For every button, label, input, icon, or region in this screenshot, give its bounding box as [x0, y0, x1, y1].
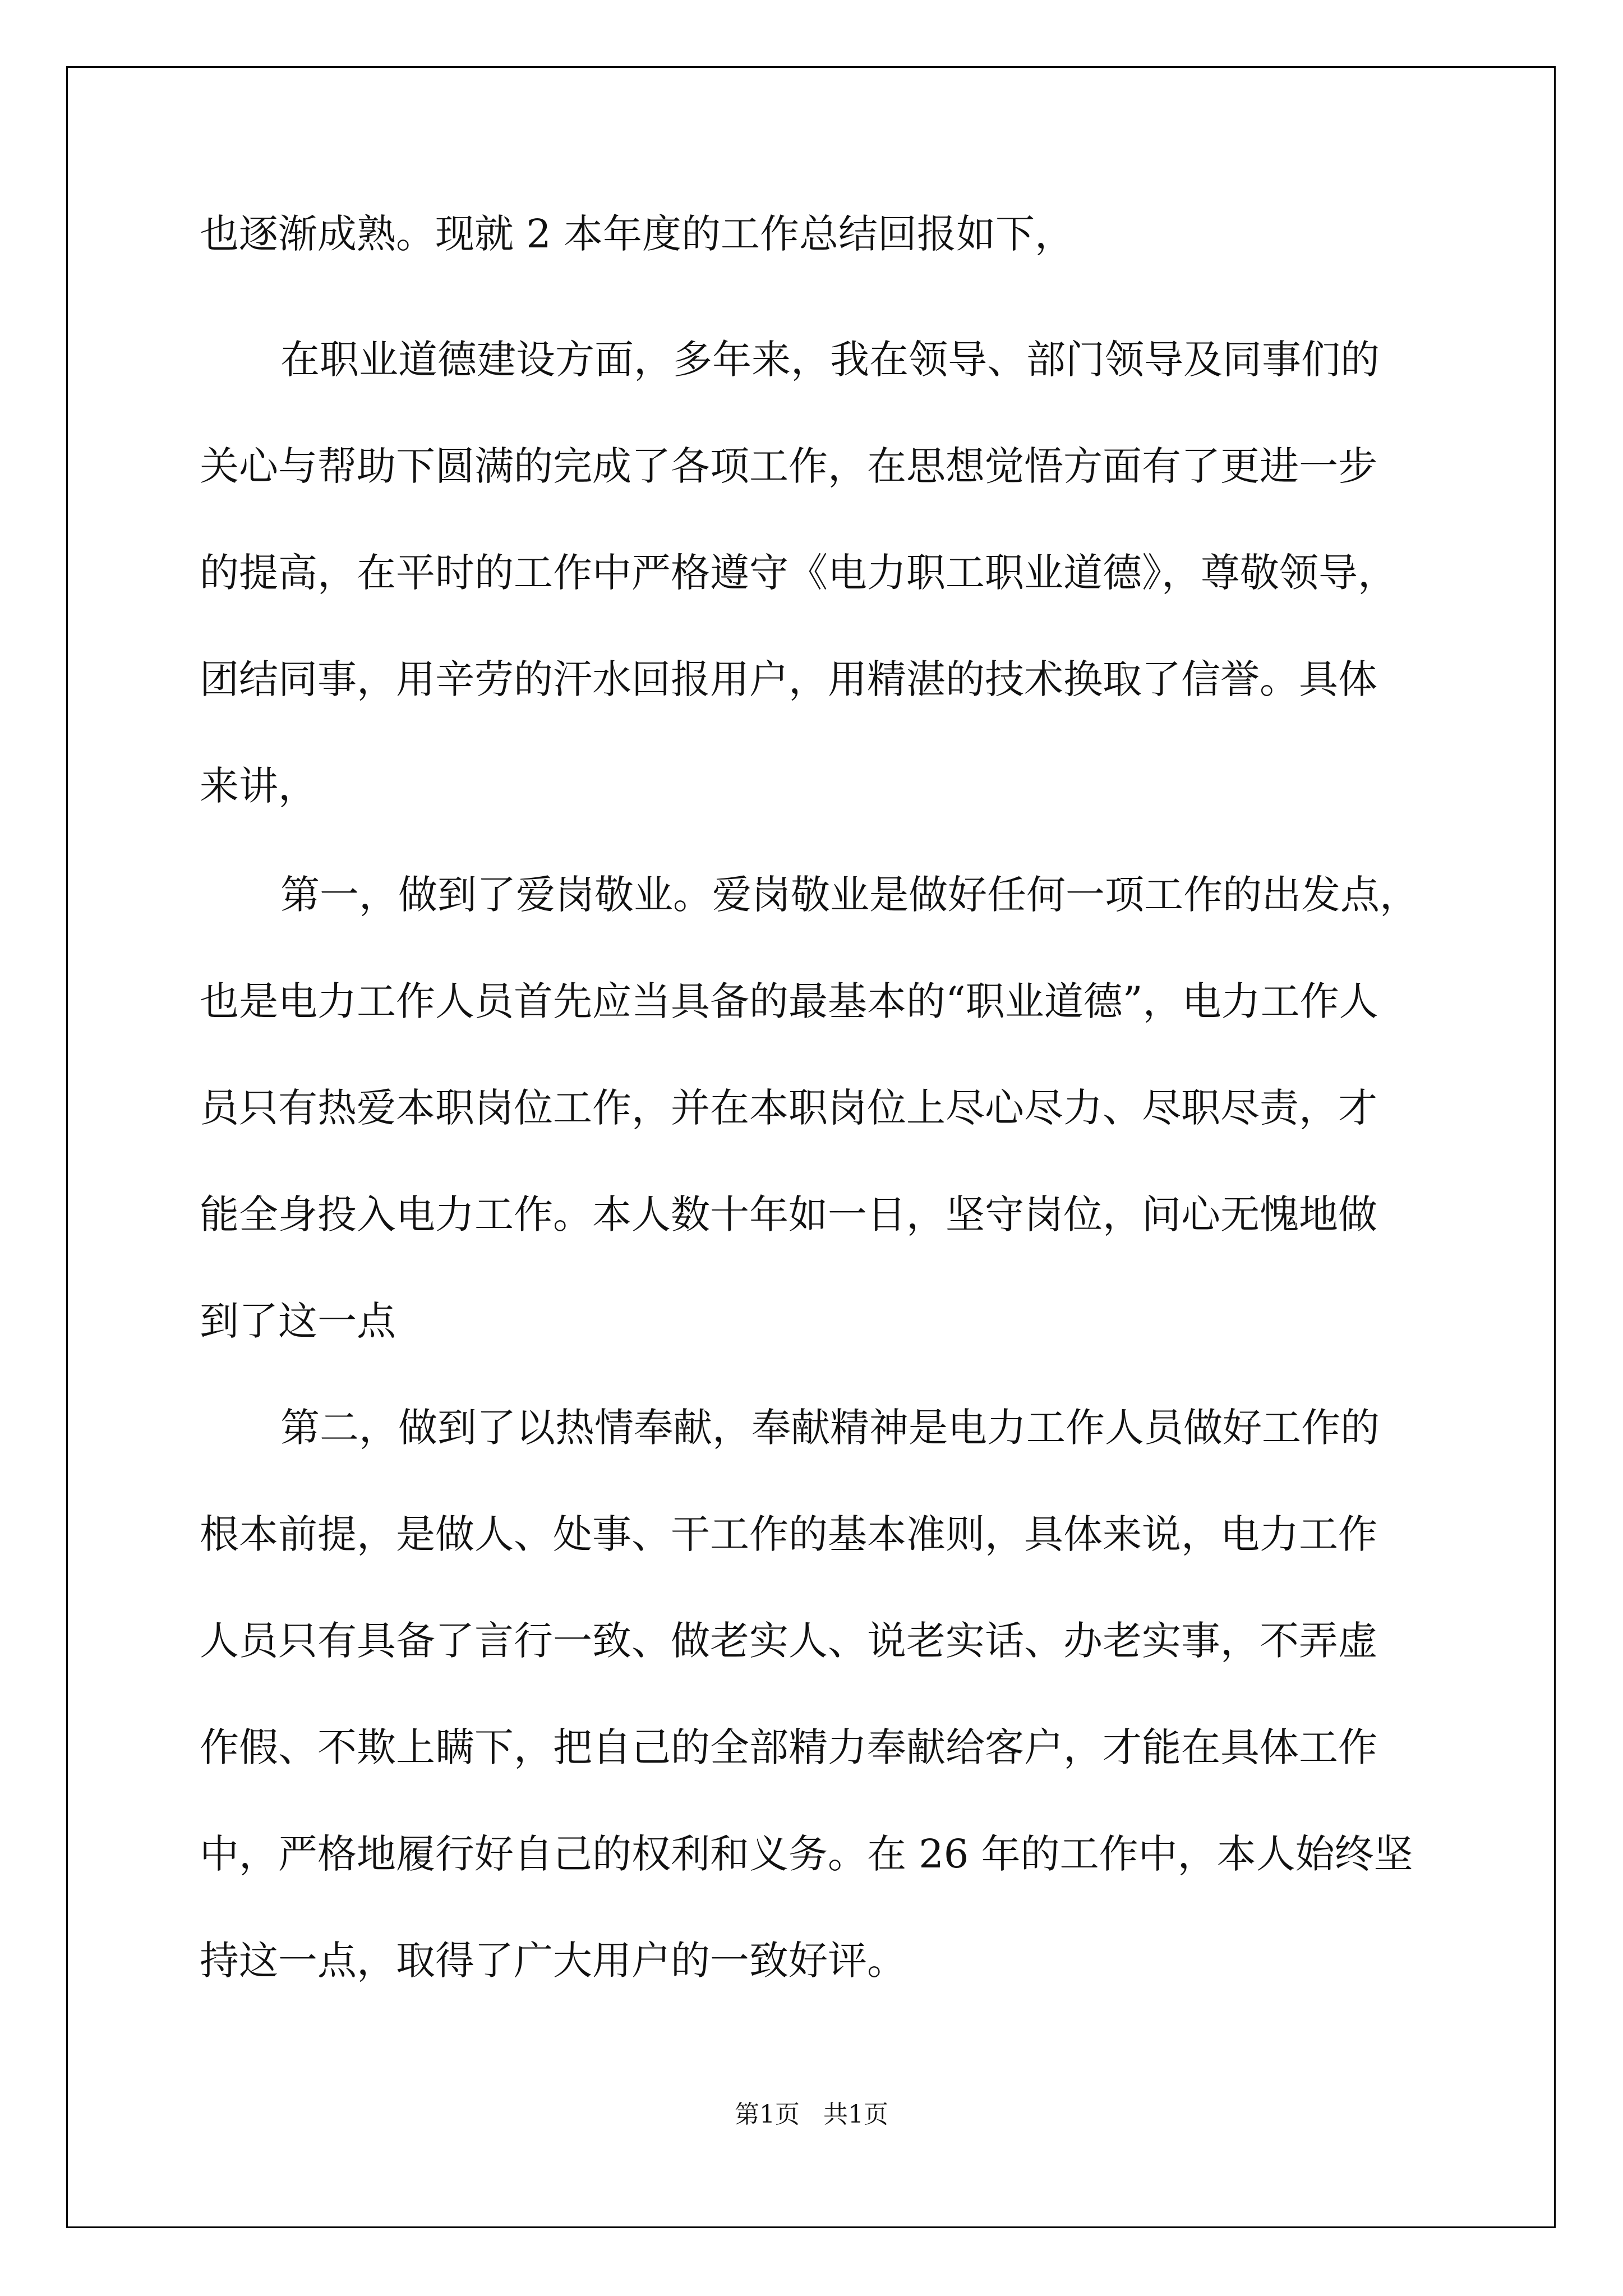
body-line-13: 根本前提，是做人、处事、干工作的基本准则，具体来说，电力工作 — [200, 1511, 1377, 1557]
page-footer: 第1页 共1页 — [735, 2100, 888, 2129]
body-line-11: 到了这一点 — [200, 1298, 396, 1344]
body-line-5: 团结同事，用辛劳的汗水回报用户，用精湛的技术换取了信誉。具体 — [200, 656, 1377, 702]
body-line-10: 能全身投入电力工作。本人数十年如一日，坚守岗位，问心无愧地做 — [200, 1191, 1377, 1237]
body-line-17: 持这一点，取得了广大用户的一致好评。 — [200, 1938, 906, 1984]
body-line-8: 也是电力工作人员首先应当具备的最基本的“职业道德”，电力工作人 — [200, 978, 1378, 1024]
body-line-16: 中，严格地履行好自己的权利和义务。在 26 年的工作中，本人始终坚 — [200, 1831, 1413, 1877]
body-line-2: 在职业道德建设方面，多年来，我在领导、部门领导及同事们的 — [280, 337, 1380, 383]
body-line-3: 关心与帮助下圆满的完成了各项工作，在思想觉悟方面有了更进一步 — [200, 443, 1377, 489]
body-line-4: 的提高，在平时的工作中严格遵守《电力职工职业道德》，尊敬领导， — [200, 550, 1397, 596]
body-line-12: 第二，做到了以热情奉献，奉献精神是电力工作人员做好工作的 — [280, 1405, 1380, 1451]
body-line-14: 人员只有具备了言行一致、做老实人、说老实话、办老实事，不弄虚 — [200, 1618, 1377, 1664]
body-line-15: 作假、不欺上瞒下，把自己的全部精力奉献给客户，才能在具体工作 — [200, 1724, 1377, 1770]
body-line-9: 员只有热爱本职岗位工作，并在本职岗位上尽心尽力、尽职尽责，才 — [200, 1085, 1377, 1131]
body-line-1: 也逐渐成熟。现就 2 本年度的工作总结回报如下， — [200, 211, 1075, 257]
page-border — [66, 66, 1556, 2228]
body-line-7: 第一，做到了爱岗敬业。爱岗敬业是做好任何一项工作的出发点， — [280, 872, 1419, 918]
body-line-6: 来讲， — [200, 763, 317, 809]
